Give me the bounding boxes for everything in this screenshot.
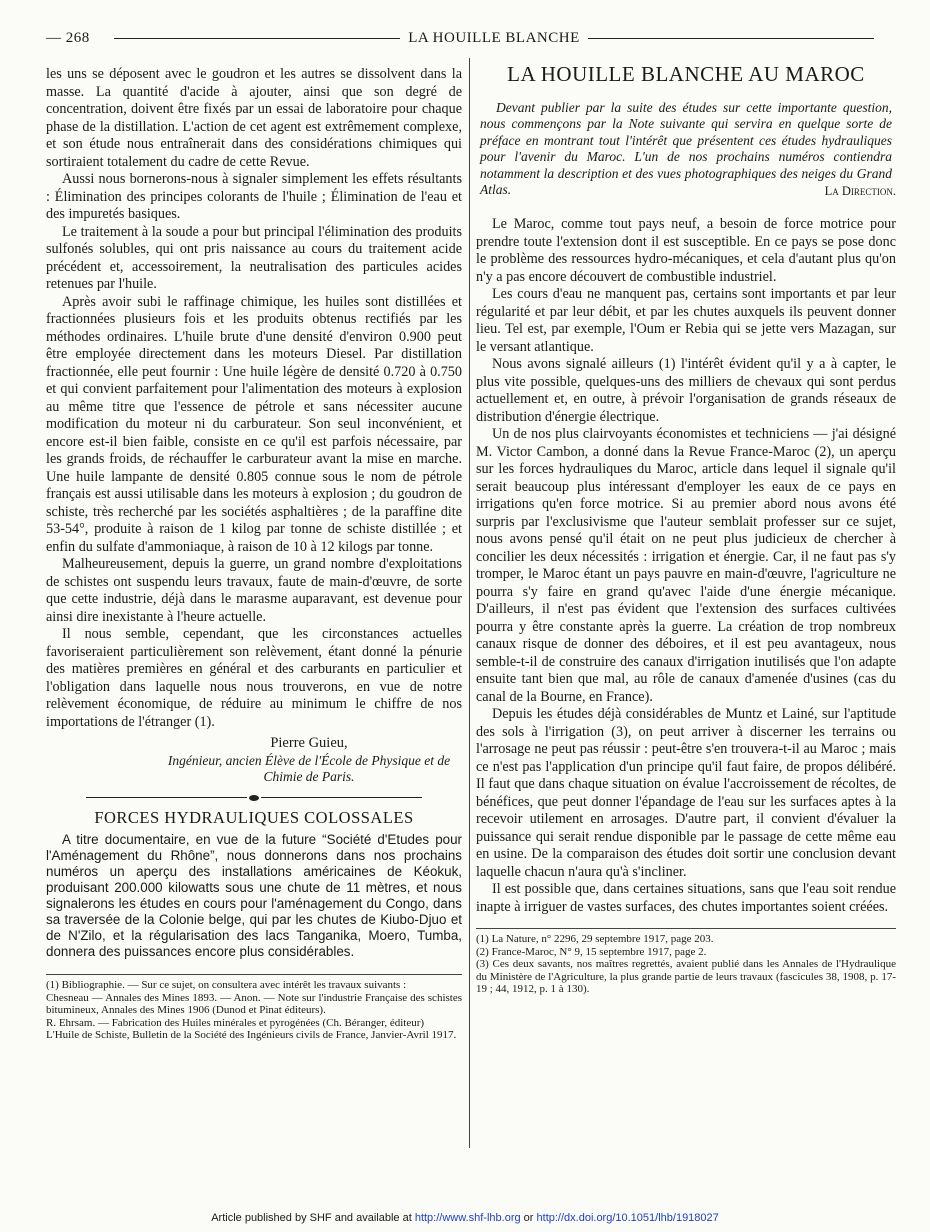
paragraph: Les cours d'eau ne manquent pas, certains sont importants et par leur régularité et par leur débit, et par les chutes auxquels ils peuvent donner lieu. Tel est, par exemple, l'Oum er Rebia qui se jette vers Mazagan, sur le versant atlantique. (476, 286, 896, 355)
footnote: (1) Bibliographie. — Sur ce sujet, on consultera avec intérêt les travaux suivants : (46, 979, 407, 991)
footer-prefix: Article published by SHF and available at (211, 1212, 415, 1224)
footnote: L'Huile de Schiste, Bulletin de la Société des Ingénieurs civils de France, Janvier-Avril 1917. (46, 1029, 457, 1041)
paragraph: Le Maroc, comme tout pays neuf, a besoin de force motrice pour prendre toute l'extension dont il est susceptible. En ce pays se pose donc le problème des ressources hydro-mécaniques, et cela d'autant plus qu'on n'y a pas encore découvert de combustible industriel. (476, 216, 896, 285)
doi-link[interactable]: http://dx.doi.org/10.1051/lhb/1918027 (536, 1212, 719, 1224)
footnote: R. Ehrsam. — Fabrication des Huiles minérales et pyrogénées (Ch. Béranger, éditeur) (46, 1016, 425, 1029)
article-title: LA HOUILLE BLANCHE AU MAROC (507, 62, 865, 86)
journal-title: LA HOUILLE BLANCHE (408, 29, 580, 46)
paragraph: Aussi nous bornerons-nous à signaler simplement les effets résultants : Élimination des principes colorants de l'huile ; Élimination de l'eau et des impuretés basiques. (46, 171, 462, 222)
page-header (46, 28, 882, 48)
author-signature (46, 735, 462, 785)
footer-middle: or (520, 1212, 537, 1224)
paragraph: Depuis les études déjà considérables de Muntz et Lainé, sur l'aptitude des sols à l'irrigation (3), on peut arriver à discerner les terrains ou l'arrosage ne peut pas réussir : peut-être s'en trouvera-t-il au Maroc ; mais ce n'est pas l'application d'un principe qu'il faut faire, de propos délibéré. Il faut que dans chaque situation on évalue l'accroissement de récoltes, de bénéfices, que peut donner l'épandage de l'eau sur les surfaces aptes à la recevoir utilement en arrosages. D'autre part, il convient d'évaluer la puissance qui serait rendue disponible par le passage de cette même eau en usine. De la comparaison des études doit sortir une conclusion devant laquelle chacun n'aura qu'à s'incliner. (476, 706, 896, 880)
ornament-divider (86, 795, 422, 801)
author-role: Ingénieur, ancien Élève de l'École de Physique et de Chimie de Paris. (167, 752, 451, 784)
editorial-intro: Devant publier par la suite des études sur cette importante question, nous commençons par la Note suivante qui servira en quelque sorte de préface en montrant tout l'intérêt que présentent ces études hydrauliques pour l'avenir du Maroc. L'un de nos prochains numéros contiendra notamment la description et des vues photographiques des neiges du Grand Atlas. (480, 99, 892, 197)
right-footnotes (476, 928, 896, 996)
editorial-signature: La Direction. (824, 183, 896, 198)
header-rule-right (588, 38, 874, 39)
left-column (46, 66, 462, 1042)
section-paragraph: A titre documentaire, en vue de la future “Société d'Etudes pour l'Aménagement du Rhône”, nous donnerons dans nos prochains numéros un aperçu des installations américaines de Kéokuk, produisant 200.000 kilowatts sous une chute de 11 mètres, et nous signalerons les études en cours pour l'aménagement du Congo, dans sa traversée de la Colonie belge, qui par les chutes de Kiubo-Djuo et de N'Zilo, et la régularisation des lacs Tanganika, Moero, Tumba, donnera des puissances encore plus considérables. (46, 832, 462, 959)
footnote: (2) France-Maroc, N° 9, 15 septembre 1917, page 2. (476, 945, 707, 958)
right-column (476, 62, 896, 996)
footnote: (3) Ces deux savants, nos maîtres regrettés, avaient publié dans les Annales de l'Hydraulique du Ministère de l'Agriculture, la plus grande partie de leurs travaux (fascicules 38, 1908, p. 17-19 ; 44, 1912, p. 1 à 130). (476, 958, 896, 995)
paragraph: les uns se déposent avec le goudron et les autres se dissolvent dans la masse. La quantité d'acide à ajouter, ainsi que son degré de concentration, doivent être fixés par un essai de laboratoire pour chaque phase de la distillation. L'action de cet agent est extrêmement complexe, et son étude nous entraînerait dans des considérations chimiques qui sortiraient totalement du cadre de cette Revue. (46, 66, 462, 170)
paragraph: Nous avons signalé ailleurs (1) l'intérêt évident qu'il y a à capter, le plus vite possible, quelques-uns des milliers de chevaux qui sont perdus actuellement et, en outre, à prévoir l'organisation de grands réseaux de distribution d'énergie électrique. (476, 356, 896, 425)
footnote: (1) La Nature, n° 2296, 29 septembre 1917, page 203. (476, 933, 714, 945)
page-number: — 268 (46, 29, 90, 46)
section-title: FORCES HYDRAULIQUES COLOSSALES (94, 807, 414, 827)
paragraph: Un de nos plus clairvoyants économistes et techniciens — j'ai désigné M. Victor Cambon, a donné dans la Revue France-Maroc (2), un aperçu sur les forces hydrauliques du Maroc, article dans lequel il signale qu'il serait beaucoup plus intéressant d'employer les eaux de ce pays en irrigations qu'en force motrice. Si au premier abord nous avons été surpris par l'exclusivisme que l'auteur semblait professer sur ce sujet, nous avons pensé qu'il était on ne peut plus judicieux de chercher à concilier les deux nécessités : irrigation et énergie. Car, il ne faut pas s'y tromper, le Maroc étant un pays pauvre en main-d'œuvre, l'agriculture ne pourra s'y faire en grand qu'avec l'aide d'une énergie mécanique. D'ailleurs, il n'est pas évident que l'extension des surfaces cultivées pourra y être constante après la guerre. La création de trop nombreux canaux risque de donner des déboires, et il est peu avantageux, nous semble-t-il de construire des canaux d'irrigation inutilisés que l'on adapte ensuite tant bien que mal, au rôle de canaux d'amenée d'usines (cas du canal de la Bourne, en France). (476, 426, 896, 705)
header-rule-left (114, 38, 400, 39)
page-footer (0, 1212, 930, 1224)
paragraph: Il nous semble, cependant, que les circonstances actuelles favoriseraient particulièrement son relèvement, étant donné la pénurie des matières premières en général et des carburants en particulier et l'obligation dans laquelle nous nous trouverons, en vue de notre relèvement économique, de réduire au minimum le chiffre de nos importations de l'étranger (1). (46, 626, 462, 730)
left-footnotes (46, 974, 462, 1042)
footnote: Chesneau — Annales des Mines 1893. — Anon. — Note sur l'industrie Française des schistes bitumineux, Annales des Mines 1906 (Dunod et Pinat éditeurs). (46, 991, 462, 1016)
author-name: Pierre Guieu, (270, 735, 348, 751)
paragraph: Après avoir subi le raffinage chimique, les huiles sont distillées et fractionnées plusieurs fois et les produits obtenus rectifiés par les méthodes ordinaires. L'huile brute d'une densité d'environ 0.900 peut être employée directement dans les moteurs Diesel. Par distillation fractionnée, elle peut fournir : Une huile légère de densité 0.720 à 0.750 et qui convient parfaitement pour l'alimentation des moteurs à explosion au même titre que l'essence de pétrole et sans nécessiter aucune modification du moteur ni du carburateur. Son seul inconvénient, et encore est-il bien faible, consiste en ce qu'il est parfois nécessaire, par les grands froids, de réchauffer le carburateur avant la mise en marche. Une huile lampante de densité 0.805 connue sous le nom de pétrole français est aussi utilisable dans les moteurs à explosion ; du goudron de schiste, très recherché par les sociétés asphaltières ; de la paraffine dite 53-54°, produite à raison de 1 kilog par tonne de schiste distillée ; et enfin du sulfate d'ammoniaque, à raison de 10 à 12 kilogs par tonne. (46, 293, 462, 555)
paragraph: Malheureusement, depuis la guerre, un grand nombre d'exploitations de schistes ont suspendu leurs travaux, faute de main-d'œuvre, de sorte que cette industrie, déjà dans le marasme auparavant, est devenue pour ainsi dire inexistante à l'heure actuelle. (46, 556, 462, 625)
column-divider (469, 58, 470, 1148)
paragraph: Le traitement à la soude a pour but principal l'élimination des produits sulfonés solubles, qui ont pris naissance au cours du traitement acide précédent et, accessoirement, la neutralisation des particules acides retenues par l'huile. (46, 223, 462, 292)
shf-link[interactable]: http://www.shf-lhb.org (414, 1212, 521, 1224)
paragraph: Il est possible que, dans certaines situations, sans que l'eau soit rendue inapte à irriguer de vastes surfaces, des chutes importantes soient créées. (476, 881, 896, 915)
